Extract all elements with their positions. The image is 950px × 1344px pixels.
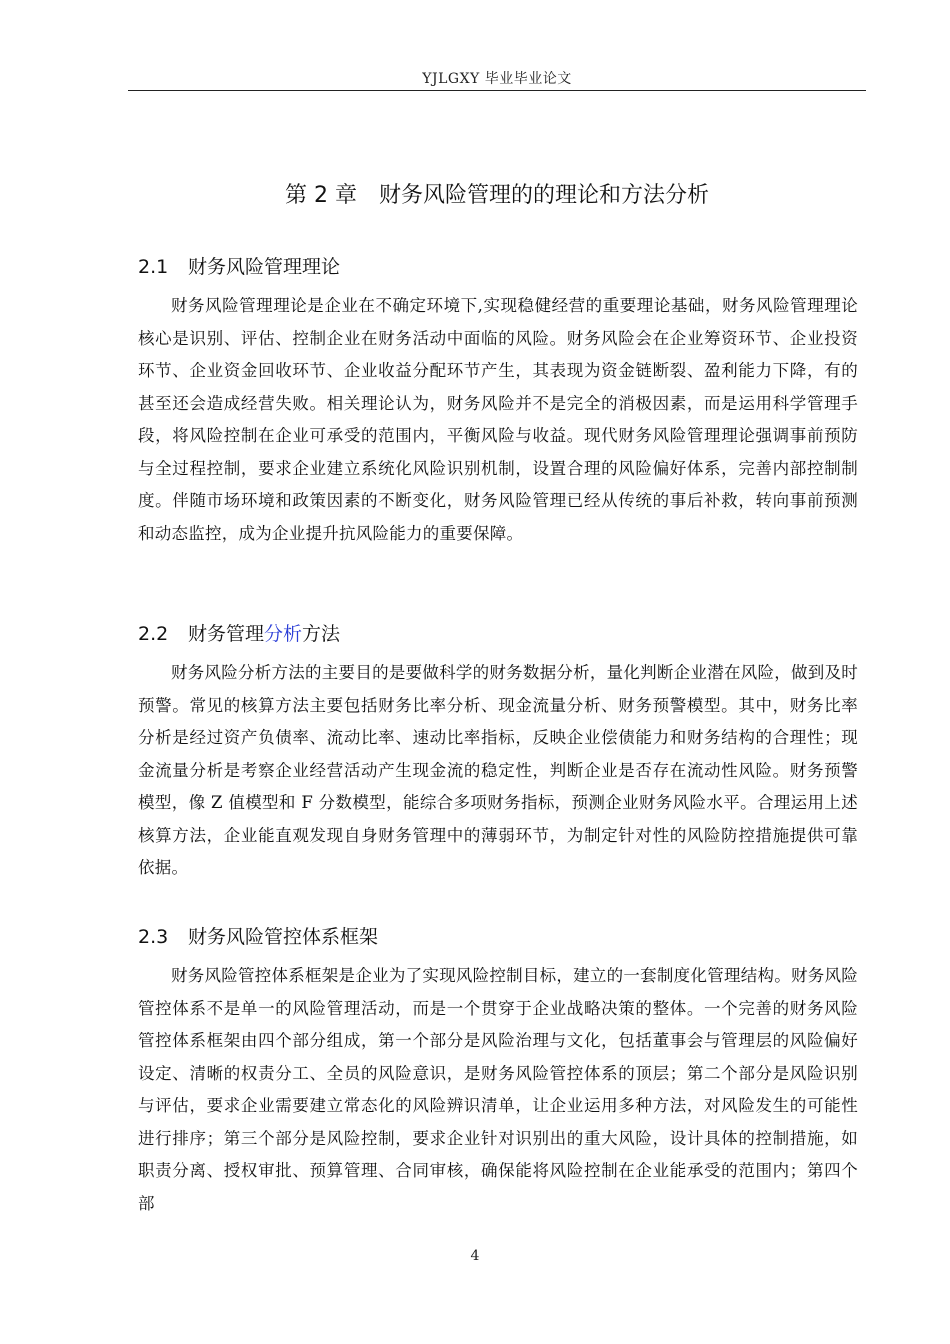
section-title: 财务风险管控体系框架 [188, 926, 379, 948]
section-title-part: 方法 [302, 623, 341, 645]
chapter-title: 第 2 章 财务风险管理的的理论和方法分析 [285, 183, 709, 208]
section-heading-2-3 [138, 922, 378, 949]
running-header: YJLGXY 毕业毕业论文 [422, 71, 572, 87]
section-title: 财务风险管理理论 [188, 256, 341, 278]
section-title-highlight: 分析 [264, 623, 303, 645]
section-number: 2.1 [138, 256, 169, 278]
header-divider [128, 90, 866, 91]
section-heading-2-1 [138, 252, 340, 279]
section-number: 2.3 [138, 926, 169, 948]
section-title-part: 财务管理 [188, 623, 265, 645]
section-number: 2.2 [138, 623, 169, 645]
section-paragraph-2-2: 财务风险分析方法的主要目的是要做科学的财务数据分析，量化判断企业潜在风险，做到及时预警。常见的核算方法主要包括财务比率分析、现金流量分析、财务预警模型。其中，财务比率分析是经过资产负债率、流动比率、速动比率指标，反映企业偿债能力和财务结构的合理性；现金流量分析是考察企业经营活动产生现金流的稳定性，判断企业是否存在流动性风险。财务预警模型，像 Z 值模型和 F 分数模型，能综合多项财务指标，预测企业财务风险水平。合理运用上述核算方法，企业能直观发现自身财务管理中的薄弱环节，为制定针对性的风险防控措施提供可靠依据。 [138, 663, 858, 877]
section-heading-2-2 [138, 619, 340, 646]
section-paragraph-2-1: 财务风险管理理论是企业在不确定环境下,实现稳健经营的重要理论基础，财务风险管理理论核心是识别、评估、控制企业在财务活动中面临的风险。财务风险会在企业筹资环节、企业投资环节、企业资金回收环节、企业收益分配环节产生，其表现为资金链断裂、盈利能力下降，有的甚至还会造成经营失败。相关理论认为，财务风险并不是完全的消极因素，而是运用科学管理手段，将风险控制在企业可承受的范围内，平衡风险与收益。现代财务风险管理理论强调事前预防与全过程控制，要求企业建立系统化风险识别机制，设置合理的风险偏好体系，完善内部控制制度。伴随市场环境和政策因素的不断变化，财务风险管理已经从传统的事后补救，转向事前预测和动态监控，成为企业提升抗风险能力的重要保障。 [138, 296, 858, 543]
page-number: 4 [470, 1248, 480, 1264]
section-paragraph-2-3: 财务风险管控体系框架是企业为了实现风险控制目标，建立的一套制度化管理结构。财务风险管控体系不是单一的风险管理活动，而是一个贯穿于企业战略决策的整体。一个完善的财务风险管控体系框架由四个部分组成，第一个部分是风险治理与文化，包括董事会与管理层的风险偏好设定、清晰的权责分工、全员的风险意识，是财务风险管控体系的顶层；第二个部分是风险识别与评估，要求企业需要建立常态化的风险辨识清单，让企业运用多种方法，对风险发生的可能性进行排序；第三个部分是风险控制，要求企业针对识别出的重大风险，设计具体的控制措施，如职责分离、授权审批、预算管理、合同审核，确保能将风险控制在企业能承受的范围内；第四个部 [138, 966, 858, 1213]
